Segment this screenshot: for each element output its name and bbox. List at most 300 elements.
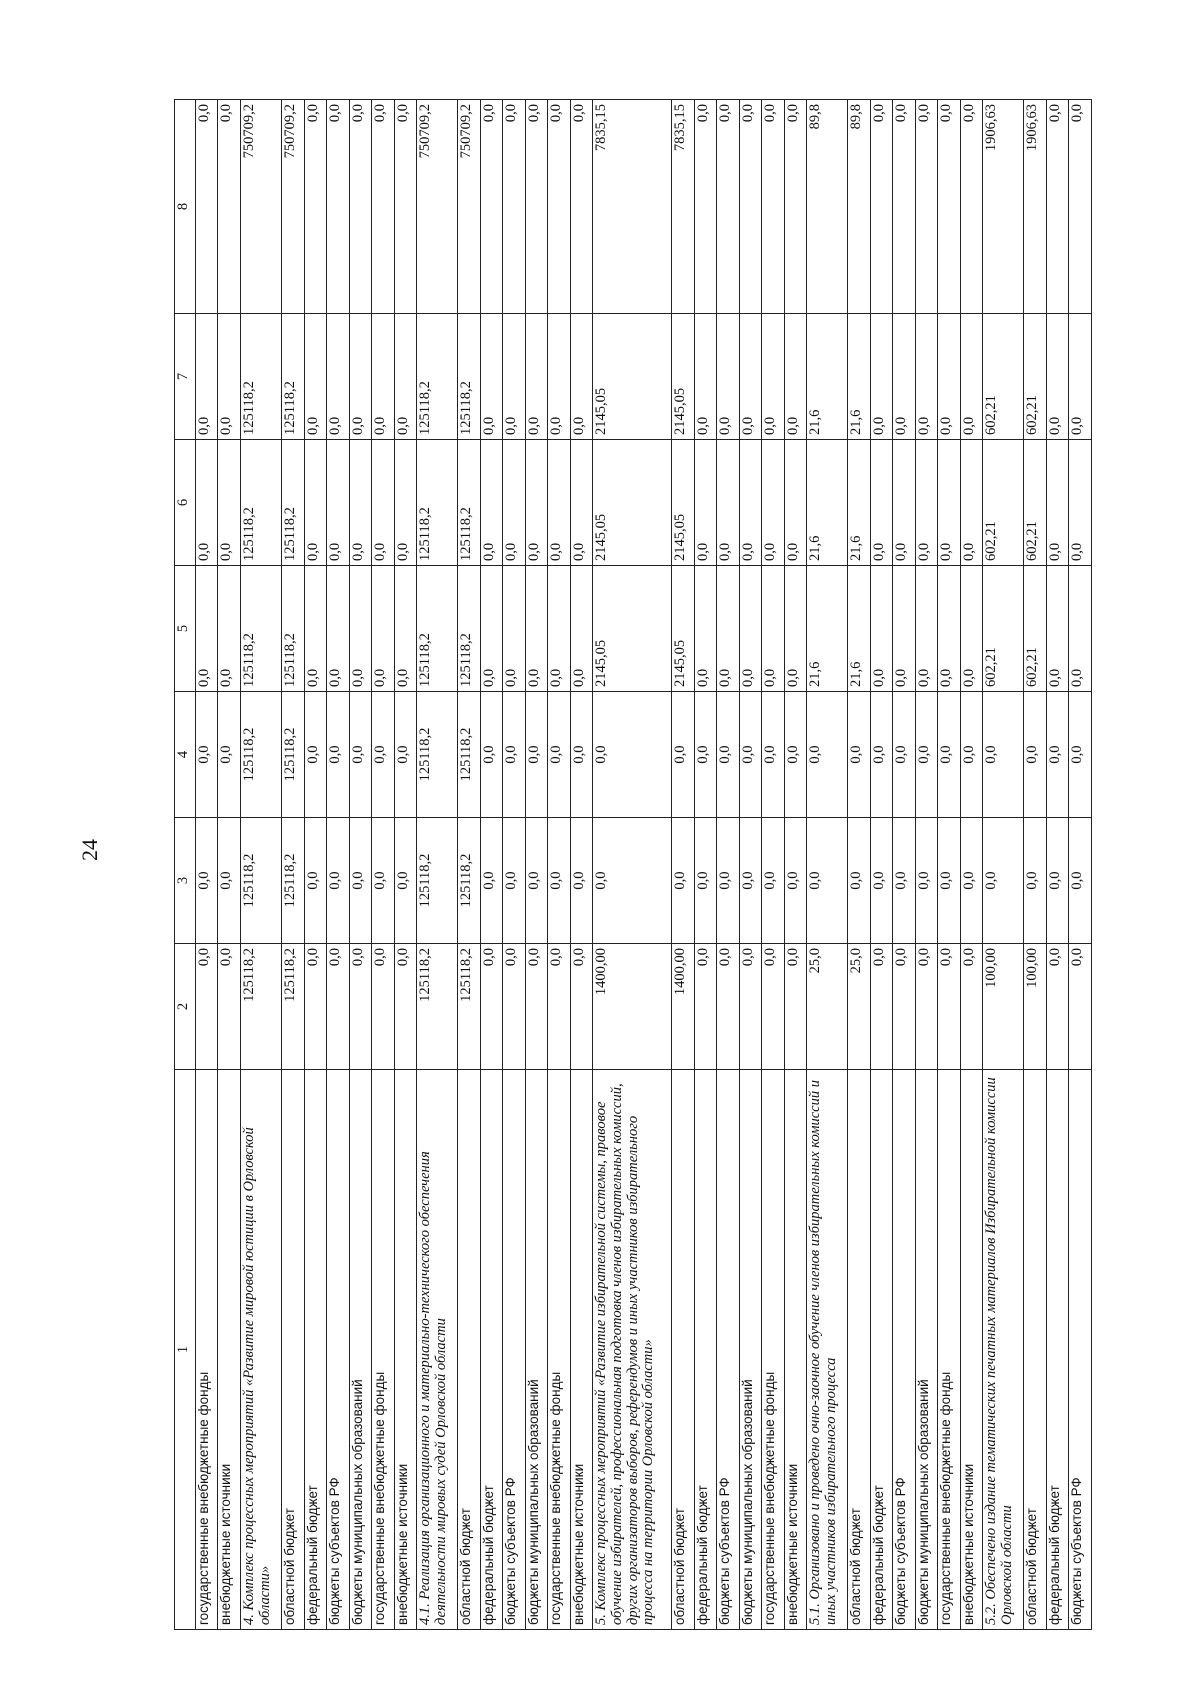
table-cell: 0,0 (870, 944, 892, 1070)
row-label: 5.1. Организовано и проведено очно-заочное обучение членов избирательных комиссий и иных участников избирательного процесса (807, 1070, 848, 1630)
table-cell: 0,0 (915, 818, 937, 944)
table-cell: 0,0 (349, 944, 371, 1070)
table-cell: 0,0 (717, 100, 739, 314)
table-cell: 0,0 (593, 818, 672, 944)
row-label: внебюджетные источники (570, 1070, 592, 1630)
table-cell: 0,0 (960, 440, 982, 566)
table-cell: 125118,2 (417, 818, 458, 944)
table-cell: 0,0 (503, 440, 525, 566)
table-cell: 125118,2 (458, 314, 480, 440)
table-cell: 2145,05 (672, 440, 694, 566)
table-cell: 0,0 (784, 944, 806, 1070)
table-cell: 0,0 (503, 566, 525, 692)
table-cell: 0,0 (870, 314, 892, 440)
table-cell: 0,0 (327, 566, 349, 692)
table-cell: 0,0 (372, 566, 394, 692)
table-cell: 0,0 (739, 314, 761, 440)
table-cell: 0,0 (349, 692, 371, 818)
table-cell: 0,0 (372, 440, 394, 566)
table-cell: 0,0 (739, 944, 761, 1070)
table-cell: 1400,00 (672, 944, 694, 1070)
table-cell: 0,0 (394, 440, 416, 566)
table-row (458, 100, 480, 1630)
table-cell: 0,0 (394, 314, 416, 440)
table-cell: 0,0 (349, 440, 371, 566)
table-cell: 0,0 (480, 944, 502, 1070)
table-row (762, 100, 784, 1630)
table-cell: 2145,05 (672, 314, 694, 440)
table-cell: 0,0 (784, 440, 806, 566)
table-cell: 0,0 (1069, 692, 1092, 818)
table-cell: 0,0 (570, 100, 592, 314)
table-cell: 0,0 (304, 818, 326, 944)
row-label: бюджеты субъектов РФ (717, 1070, 739, 1630)
table-cell: 0,0 (548, 100, 570, 314)
table-cell: 100,00 (983, 944, 1024, 1070)
row-label: 4.1. Реализация организационного и материально-технического обеспечения деятельности мировых судей Орловской области (417, 1070, 458, 1630)
table-cell: 0,0 (717, 818, 739, 944)
table-cell: 0,0 (372, 944, 394, 1070)
table-cell: 0,0 (893, 818, 915, 944)
row-label: федеральный бюджет (1046, 1070, 1068, 1630)
table-cell: 0,0 (196, 566, 218, 692)
table-cell: 0,0 (938, 314, 960, 440)
table-cell: 21,6 (807, 440, 848, 566)
row-label: государственные внебюджетные фонды (196, 1070, 218, 1630)
table-cell: 0,0 (1024, 818, 1046, 944)
table-container (174, 100, 1092, 1630)
budget-table (174, 99, 1092, 1630)
table-section-row (807, 100, 848, 1630)
table-cell: 0,0 (548, 566, 570, 692)
row-label: областной бюджет (848, 1070, 870, 1630)
table-cell: 0,0 (327, 314, 349, 440)
table-cell: 125118,2 (240, 314, 281, 440)
table-cell: 0,0 (784, 566, 806, 692)
table-row (282, 100, 304, 1630)
table-cell: 0,0 (503, 818, 525, 944)
table-row (694, 100, 716, 1630)
table-cell: 602,21 (1024, 440, 1046, 566)
table-cell: 0,0 (807, 818, 848, 944)
table-cell: 0,0 (938, 100, 960, 314)
row-label: областной бюджет (672, 1070, 694, 1630)
table-cell: 0,0 (327, 944, 349, 1070)
table-cell: 0,0 (915, 440, 937, 566)
table-row (893, 100, 915, 1630)
table-cell: 0,0 (915, 944, 937, 1070)
table-cell: 125118,2 (282, 818, 304, 944)
table-cell: 0,0 (218, 944, 240, 1070)
row-label: 5.2. Обеспечено издание тематических печатных материалов Избирательной комиссии Орловской области (983, 1070, 1024, 1630)
table-cell: 0,0 (503, 314, 525, 440)
table-cell: 0,0 (304, 440, 326, 566)
table-cell: 0,0 (960, 944, 982, 1070)
table-cell: 125118,2 (458, 692, 480, 818)
table-cell: 0,0 (717, 944, 739, 1070)
table-cell: 0,0 (870, 818, 892, 944)
table-cell: 125118,2 (417, 314, 458, 440)
row-label: государственные внебюджетные фонды (762, 1070, 784, 1630)
table-cell: 0,0 (915, 100, 937, 314)
table-cell: 0,0 (1069, 440, 1092, 566)
table-row (327, 100, 349, 1630)
table-cell: 0,0 (762, 566, 784, 692)
table-cell: 0,0 (327, 692, 349, 818)
table-cell: 0,0 (762, 100, 784, 314)
table-cell: 0,0 (548, 692, 570, 818)
table-cell: 0,0 (1046, 314, 1068, 440)
table-cell: 0,0 (372, 314, 394, 440)
table-cell: 0,0 (548, 440, 570, 566)
table-cell: 7835,15 (593, 100, 672, 314)
table-header-row (175, 100, 196, 1630)
table-cell: 21,6 (807, 314, 848, 440)
table-cell: 125118,2 (458, 818, 480, 944)
table-cell: 602,21 (1024, 566, 1046, 692)
table-cell: 0,0 (893, 100, 915, 314)
table-cell: 125118,2 (240, 818, 281, 944)
row-label: государственные внебюджетные фонды (372, 1070, 394, 1630)
table-cell: 0,0 (548, 314, 570, 440)
table-row (503, 100, 525, 1630)
table-cell: 0,0 (915, 692, 937, 818)
table-cell: 125118,2 (458, 440, 480, 566)
table-cell: 2145,05 (672, 566, 694, 692)
table-cell: 2145,05 (593, 440, 672, 566)
table-cell: 0,0 (694, 314, 716, 440)
table-row (548, 100, 570, 1630)
table-cell: 0,0 (717, 692, 739, 818)
column-header: 8 (175, 100, 196, 314)
table-cell: 125118,2 (240, 440, 281, 566)
table-cell: 0,0 (304, 100, 326, 314)
row-label: государственные внебюджетные фонды (938, 1070, 960, 1630)
table-section-row (417, 100, 458, 1630)
table-cell: 0,0 (548, 944, 570, 1070)
table-cell: 0,0 (570, 944, 592, 1070)
table-cell: 750709,2 (282, 100, 304, 314)
table-cell: 0,0 (915, 566, 937, 692)
table-cell: 0,0 (1046, 566, 1068, 692)
table-cell: 0,0 (480, 818, 502, 944)
table-row (218, 100, 240, 1630)
table-cell: 0,0 (196, 944, 218, 1070)
table-cell: 0,0 (349, 566, 371, 692)
table-cell: 0,0 (503, 944, 525, 1070)
table-cell: 0,0 (1046, 440, 1068, 566)
table-cell: 0,0 (739, 692, 761, 818)
table-cell: 1906,63 (1024, 100, 1046, 314)
table-cell: 125118,2 (282, 692, 304, 818)
table-cell: 0,0 (218, 314, 240, 440)
table-cell: 0,0 (870, 566, 892, 692)
table-cell: 0,0 (394, 692, 416, 818)
table-row (870, 100, 892, 1630)
table-row (196, 100, 218, 1630)
row-label: федеральный бюджет (304, 1070, 326, 1630)
table-cell: 0,0 (480, 440, 502, 566)
table-cell: 125118,2 (282, 314, 304, 440)
table-cell: 0,0 (717, 566, 739, 692)
table-cell: 0,0 (938, 692, 960, 818)
row-label: областной бюджет (282, 1070, 304, 1630)
row-label: федеральный бюджет (870, 1070, 892, 1630)
table-cell: 0,0 (548, 818, 570, 944)
table-cell: 0,0 (1046, 100, 1068, 314)
table-cell: 125118,2 (417, 440, 458, 566)
table-cell: 0,0 (394, 818, 416, 944)
table-row (570, 100, 592, 1630)
table-row (717, 100, 739, 1630)
table-cell: 0,0 (870, 100, 892, 314)
table-cell: 0,0 (304, 692, 326, 818)
page-number: 24 (77, 839, 102, 861)
table-cell: 0,0 (372, 692, 394, 818)
table-cell: 125118,2 (417, 944, 458, 1070)
row-label: бюджеты муниципальных образований (525, 1070, 547, 1630)
table-cell: 0,0 (893, 440, 915, 566)
table-cell: 0,0 (570, 818, 592, 944)
table-cell: 0,0 (349, 314, 371, 440)
table-cell: 0,0 (739, 440, 761, 566)
table-cell: 0,0 (739, 818, 761, 944)
table-cell: 0,0 (218, 566, 240, 692)
table-cell: 0,0 (762, 692, 784, 818)
table-cell: 21,6 (848, 566, 870, 692)
row-label: областной бюджет (1024, 1070, 1046, 1630)
table-cell: 0,0 (218, 100, 240, 314)
table-section-row (240, 100, 281, 1630)
table-cell: 0,0 (327, 440, 349, 566)
table-cell: 0,0 (372, 818, 394, 944)
table-row (394, 100, 416, 1630)
table-cell: 0,0 (525, 314, 547, 440)
table-cell: 0,0 (304, 944, 326, 1070)
table-cell: 0,0 (784, 100, 806, 314)
table-cell: 0,0 (938, 944, 960, 1070)
table-cell: 0,0 (525, 692, 547, 818)
table-cell: 0,0 (694, 100, 716, 314)
table-cell: 0,0 (218, 692, 240, 818)
column-header: 7 (175, 314, 196, 440)
table-cell: 125118,2 (417, 692, 458, 818)
table-cell: 2145,05 (593, 314, 672, 440)
table-cell: 21,6 (848, 440, 870, 566)
table-cell: 0,0 (762, 944, 784, 1070)
table-cell: 0,0 (848, 692, 870, 818)
table-row (480, 100, 502, 1630)
table-cell: 0,0 (739, 566, 761, 692)
table-cell: 0,0 (480, 692, 502, 818)
table-row (784, 100, 806, 1630)
table-cell: 0,0 (525, 440, 547, 566)
table-cell: 0,0 (784, 692, 806, 818)
row-label: внебюджетные источники (218, 1070, 240, 1630)
table-cell: 602,21 (983, 314, 1024, 440)
table-cell: 0,0 (218, 440, 240, 566)
table-cell: 0,0 (525, 818, 547, 944)
table-cell: 750709,2 (417, 100, 458, 314)
table-cell: 0,0 (960, 692, 982, 818)
table-cell: 125118,2 (240, 944, 281, 1070)
table-cell: 25,0 (807, 944, 848, 1070)
table-cell: 0,0 (525, 566, 547, 692)
column-header: 4 (175, 692, 196, 818)
table-cell: 750709,2 (458, 100, 480, 314)
table-cell: 21,6 (848, 314, 870, 440)
table-cell: 0,0 (196, 692, 218, 818)
table-row (915, 100, 937, 1630)
table-cell: 0,0 (1069, 944, 1092, 1070)
table-cell: 0,0 (762, 818, 784, 944)
table-section-row (593, 100, 672, 1630)
table-cell: 0,0 (480, 566, 502, 692)
table-cell: 0,0 (739, 100, 761, 314)
row-label: 5. Комплекс процессных мероприятий «Развитие избирательной системы, правовое обучение избирателей, профессиональная подготовка членов избирательных комиссий, других организаторов выборов, референдумов и иных участников избирательного процесса на территории Орловской области» (593, 1070, 672, 1630)
table-row (960, 100, 982, 1630)
table-cell: 0,0 (349, 100, 371, 314)
table-cell: 0,0 (1046, 944, 1068, 1070)
table-cell: 125118,2 (282, 440, 304, 566)
table-cell: 125118,2 (240, 692, 281, 818)
table-cell: 0,0 (762, 314, 784, 440)
table-cell: 1906,63 (983, 100, 1024, 314)
row-label: бюджеты субъектов РФ (327, 1070, 349, 1630)
table-cell: 0,0 (870, 440, 892, 566)
table-cell: 0,0 (717, 440, 739, 566)
table-cell: 0,0 (196, 818, 218, 944)
row-label: внебюджетные источники (784, 1070, 806, 1630)
table-cell: 0,0 (694, 440, 716, 566)
table-cell: 0,0 (503, 100, 525, 314)
row-label: бюджеты муниципальных образований (915, 1070, 937, 1630)
table-cell: 0,0 (762, 440, 784, 566)
table-row (1024, 100, 1046, 1630)
table-cell: 0,0 (525, 100, 547, 314)
column-header: 5 (175, 566, 196, 692)
table-cell: 0,0 (525, 944, 547, 1070)
table-cell: 0,0 (196, 440, 218, 566)
row-label: внебюджетные источники (394, 1070, 416, 1630)
table-cell: 0,0 (694, 692, 716, 818)
table-cell: 2145,05 (593, 566, 672, 692)
table-cell: 0,0 (848, 818, 870, 944)
table-cell: 0,0 (915, 314, 937, 440)
table-cell: 0,0 (570, 692, 592, 818)
table-row (525, 100, 547, 1630)
table-cell: 0,0 (1069, 818, 1092, 944)
table-cell: 21,6 (807, 566, 848, 692)
column-header: 2 (175, 944, 196, 1070)
table-cell: 0,0 (394, 100, 416, 314)
table-cell: 0,0 (480, 314, 502, 440)
table-cell: 1400,00 (593, 944, 672, 1070)
table-cell: 7835,15 (672, 100, 694, 314)
table-cell: 0,0 (694, 944, 716, 1070)
table-cell: 750709,2 (240, 100, 281, 314)
table-cell: 89,8 (848, 100, 870, 314)
table-cell: 0,0 (672, 818, 694, 944)
table-cell: 0,0 (1069, 100, 1092, 314)
table-cell: 0,0 (870, 692, 892, 818)
table-cell: 0,0 (983, 818, 1024, 944)
table-cell: 0,0 (807, 692, 848, 818)
table-cell: 0,0 (394, 944, 416, 1070)
table-cell: 0,0 (196, 314, 218, 440)
table-row (672, 100, 694, 1630)
table-cell: 0,0 (1046, 692, 1068, 818)
table-cell: 0,0 (196, 100, 218, 314)
table-cell: 125118,2 (240, 566, 281, 692)
table-section-row (983, 100, 1024, 1630)
table-cell: 100,00 (1024, 944, 1046, 1070)
table-row (938, 100, 960, 1630)
row-label: бюджеты субъектов РФ (503, 1070, 525, 1630)
table-row (304, 100, 326, 1630)
table-cell: 125118,2 (282, 566, 304, 692)
row-label: бюджеты субъектов РФ (1069, 1070, 1092, 1630)
table-cell: 0,0 (784, 818, 806, 944)
table-body (196, 100, 1092, 1630)
table-cell: 0,0 (1069, 314, 1092, 440)
table-cell: 602,21 (1024, 314, 1046, 440)
column-header: 1 (175, 1070, 196, 1630)
table-cell: 125118,2 (458, 944, 480, 1070)
table-cell: 0,0 (960, 566, 982, 692)
table-cell: 0,0 (938, 440, 960, 566)
table-cell: 0,0 (304, 566, 326, 692)
table-cell: 0,0 (893, 944, 915, 1070)
table-cell: 0,0 (503, 692, 525, 818)
row-label: федеральный бюджет (694, 1070, 716, 1630)
table-cell: 0,0 (394, 566, 416, 692)
table-cell: 0,0 (983, 692, 1024, 818)
table-row (1069, 100, 1092, 1630)
table-cell: 0,0 (349, 818, 371, 944)
table-cell: 0,0 (1046, 818, 1068, 944)
row-label: областной бюджет (458, 1070, 480, 1630)
row-label: бюджеты муниципальных образований (349, 1070, 371, 1630)
row-label: бюджеты муниципальных образований (739, 1070, 761, 1630)
table-cell: 0,0 (480, 100, 502, 314)
table-cell: 0,0 (717, 314, 739, 440)
table-cell: 89,8 (807, 100, 848, 314)
table-cell: 0,0 (570, 314, 592, 440)
table-cell: 0,0 (938, 818, 960, 944)
table-cell: 602,21 (983, 566, 1024, 692)
table-cell: 0,0 (938, 566, 960, 692)
table-cell: 0,0 (593, 692, 672, 818)
table-row (739, 100, 761, 1630)
table-cell: 0,0 (960, 100, 982, 314)
row-label: бюджеты субъектов РФ (893, 1070, 915, 1630)
column-header: 6 (175, 440, 196, 566)
table-cell: 0,0 (784, 314, 806, 440)
table-cell: 125118,2 (282, 944, 304, 1070)
table-row (1046, 100, 1068, 1630)
table-cell: 0,0 (960, 314, 982, 440)
table-cell: 0,0 (893, 692, 915, 818)
table-cell: 0,0 (570, 566, 592, 692)
table-row (349, 100, 371, 1630)
table-cell: 0,0 (218, 818, 240, 944)
table-row (848, 100, 870, 1630)
table-cell: 0,0 (694, 566, 716, 692)
table-cell: 0,0 (327, 818, 349, 944)
row-label: федеральный бюджет (480, 1070, 502, 1630)
table-cell: 0,0 (570, 440, 592, 566)
